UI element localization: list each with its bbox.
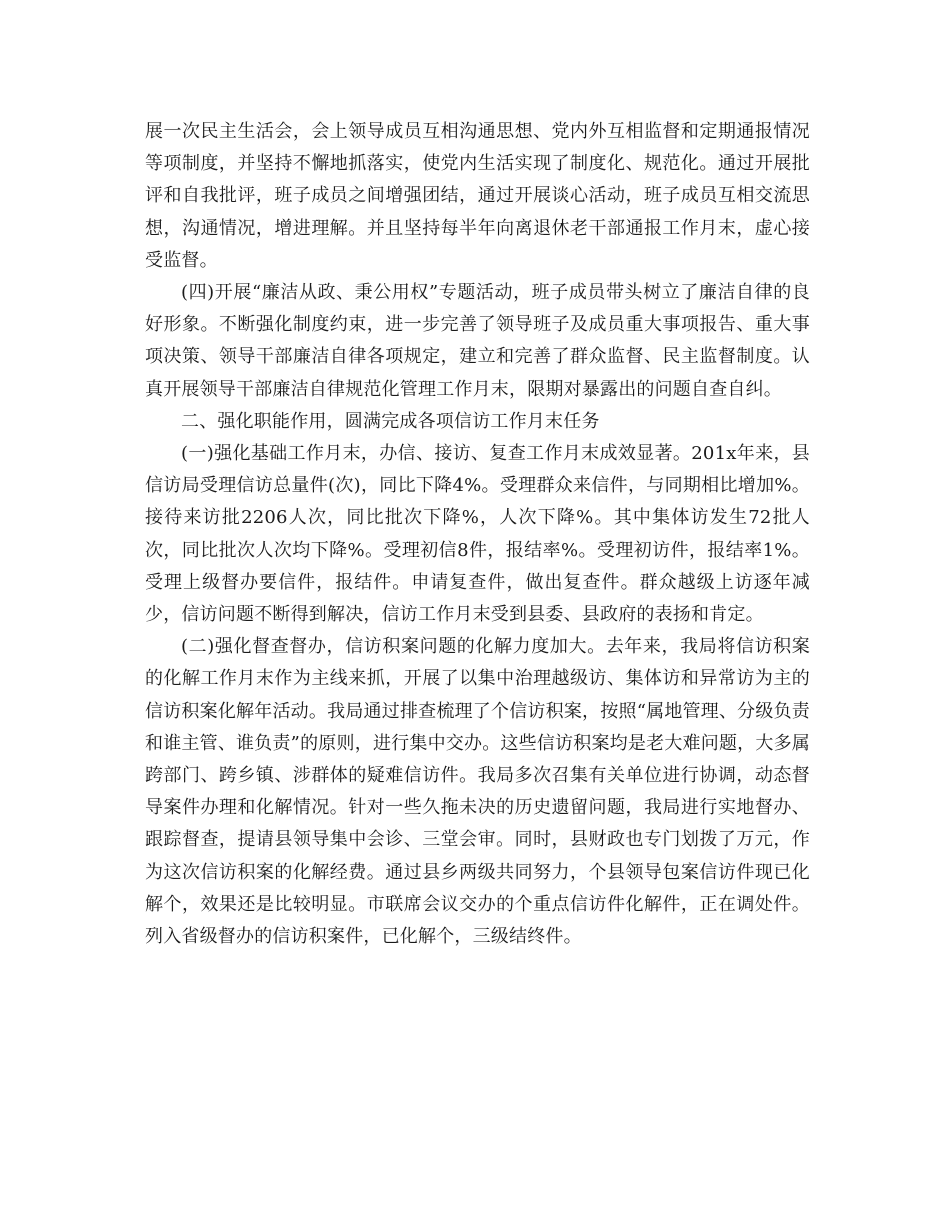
section-heading-petition-work: 二、强化职能作用，圆满完成各项信访工作月末任务 (181, 410, 600, 432)
document-body (145, 116, 810, 953)
paragraph-backlog-resolution: (二)强化督查督办，信访积案问题的化解力度加大。去年来，我局将信访积案的化解工作月末作为主线来抓，开展了以集中治理越级访、集体访和异常访为主的信访积案化解年活动。我局通过排查梳理了个信访积案，按照“属地管理、分级负责和谁主管、谁负责”的原则，进行集中交办。这些信访积案均是老大难问题，大多属跨部门、跨乡镇、涉群体的疑难信访件。我局多次召集有关单位进行协调，动态督导案件办理和化解情况。针对一些久拖未决的历史遗留问题，我局进行实地督办、跟踪督查，提请县领导集中会诊、三堂会审。同时，县财政也专门划拨了万元，作为这次信访积案的化解经费。通过县乡两级共同努力，个县领导包案信访件现已化解个，效果还是比较明显。市联席会议交办的个重点信访件化解件，正在调处件。列入省级督办的信访积案件，已化解个，三级结终件。 (145, 636, 810, 948)
paragraph-basic-work-results: (一)强化基础工作月末，办信、接访、复查工作月末成效显著。201x年来，县信访局受理信访总量件(次)，同比下降4%。受理群众来信件，与同期相比增加%。接待来访批2206人次，同比批次下降%，人次下降%。其中集体访发生72批人次，同比批次人次均下降%。受理初信8件，报结率%。受理初访件，报结率1%。受理上级督办要信件，报结件。申请复查件，做出复查件。群众越级上访逐年减少，信访问题不断得到解决，信访工作月末受到县委、县政府的表扬和肯定。 (145, 443, 810, 626)
paragraph-integrity-campaign: (四)开展“廉洁从政、秉公用权”专题活动，班子成员带头树立了廉洁自律的良好形象。不断强化制度约束，进一步完善了领导班子及成员重大事项报告、重大事项决策、领导干部廉洁自律各项规定，建立和完善了群众监督、民主监督制度。认真开展领导干部廉洁自律规范化管理工作月末，限期对暴露出的问题自查自纠。 (145, 282, 810, 400)
paragraph-continued-democratic-life: 展一次民主生活会，会上领导成员互相沟通思想、党内外互相监督和定期通报情况等项制度，并坚持不懈地抓落实，使党内生活实现了制度化、规范化。通过开展批评和自我批评，班子成员之间增强团结，通过开展谈心活动，班子成员互相交流思想，沟通情况，增进理解。并且坚持每半年向离退休老干部通报工作月末，虚心接受监督。 (145, 121, 810, 271)
